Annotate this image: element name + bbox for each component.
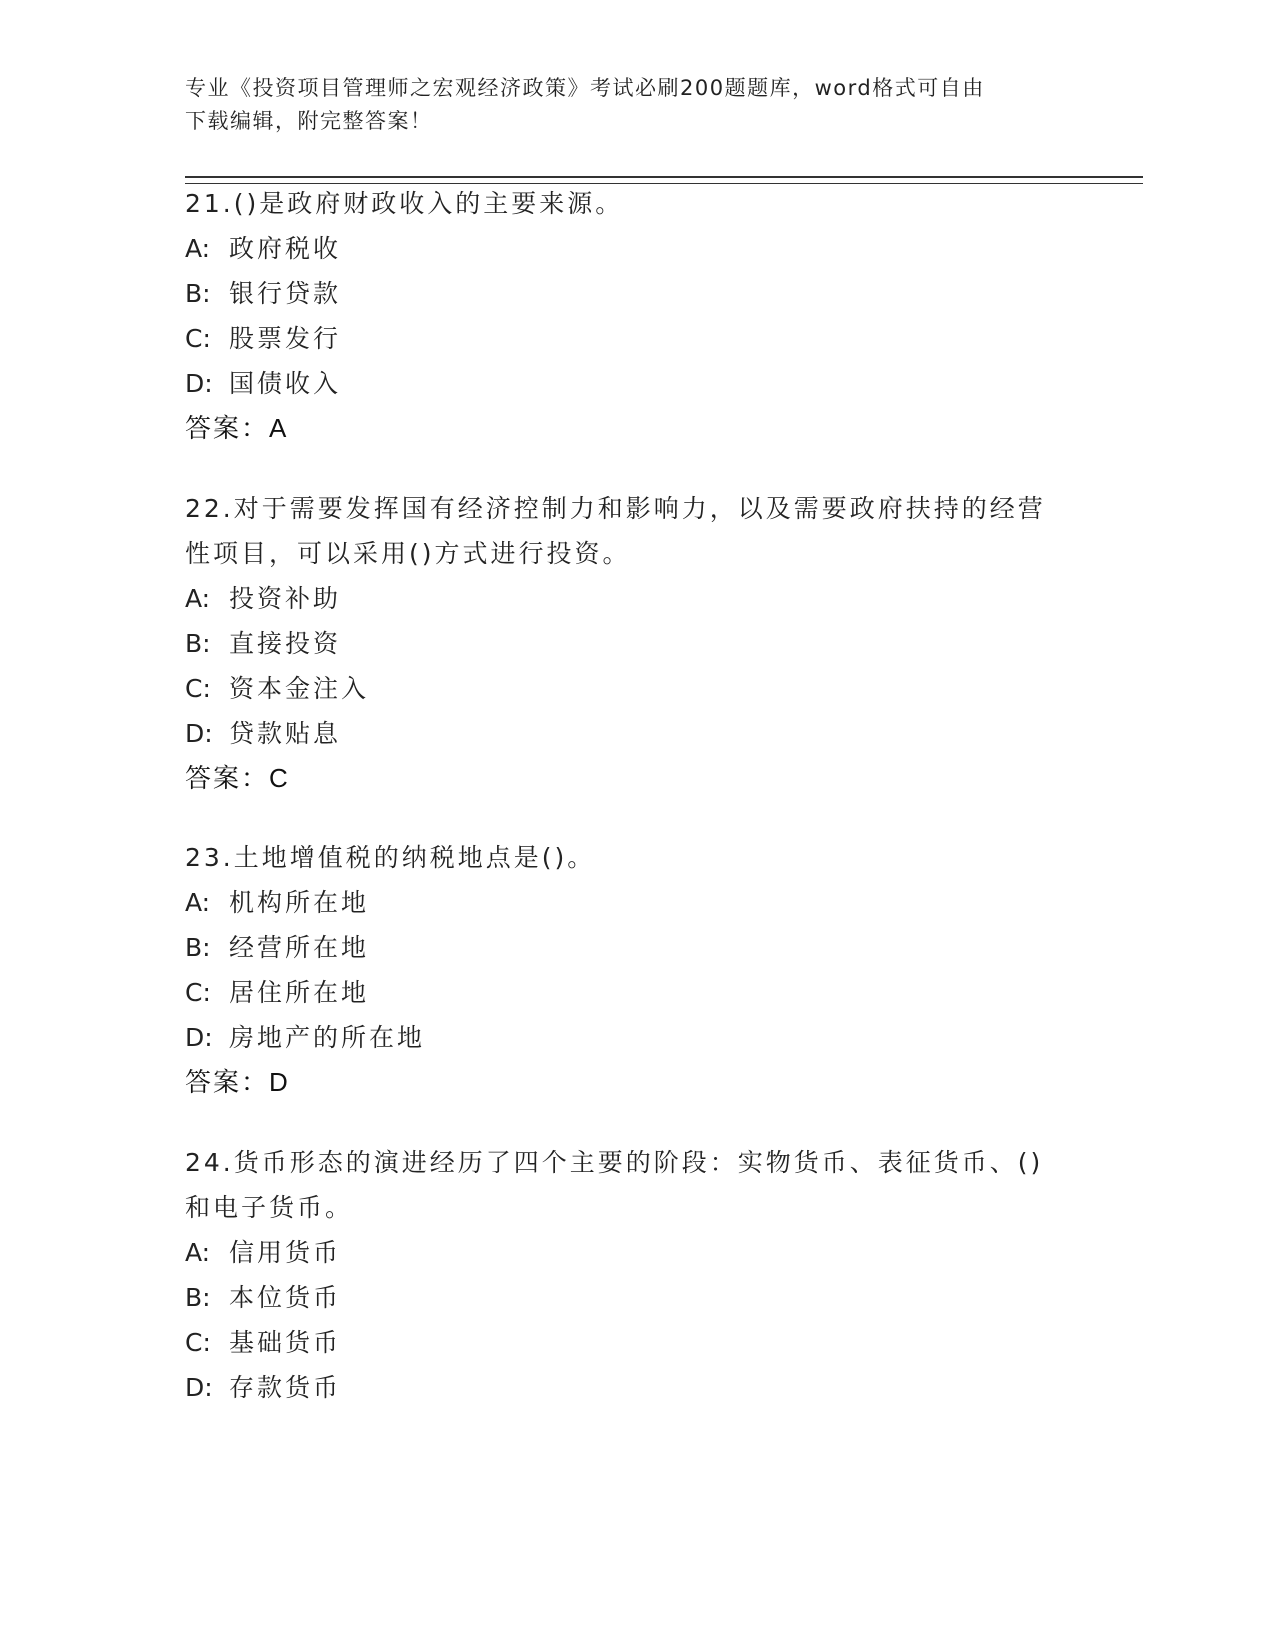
question-21	[185, 181, 1075, 451]
answer-label: 答案：	[185, 1067, 270, 1097]
option-label: B:	[185, 279, 211, 308]
option-label: C:	[185, 1328, 211, 1357]
answer-value: C	[269, 763, 289, 793]
answer-line	[185, 756, 1075, 801]
option-text: 投资补助	[229, 584, 342, 613]
option-d	[185, 1365, 1075, 1410]
option-label: D:	[185, 1373, 213, 1402]
option-label: B:	[185, 629, 211, 658]
option-text: 资本金注入	[229, 674, 370, 703]
answer-value: D	[269, 1067, 289, 1097]
answer-line	[185, 1060, 1075, 1105]
option-b	[185, 925, 1075, 970]
option-label: A:	[185, 234, 211, 263]
answer-value: A	[269, 413, 288, 443]
option-label: B:	[185, 933, 211, 962]
option-d	[185, 711, 1075, 756]
option-b	[185, 621, 1075, 666]
option-text: 银行贷款	[229, 279, 342, 308]
option-label: C:	[185, 324, 211, 353]
option-text: 股票发行	[229, 324, 342, 353]
option-text: 居住所在地	[229, 978, 370, 1007]
option-label: D:	[185, 1023, 213, 1052]
answer-label: 答案：	[185, 413, 270, 443]
option-label: A:	[185, 888, 211, 917]
option-text: 政府税收	[229, 234, 342, 263]
question-stem-line-2: 性项目，可以采用()方式进行投资。	[185, 539, 631, 568]
option-a	[185, 880, 1075, 925]
option-label: A:	[185, 584, 211, 613]
question-stem: 23.土地增值税的纳税地点是()。	[185, 843, 596, 872]
option-c	[185, 316, 1075, 361]
header-line-1: 专业《投资项目管理师之宏观经济政策》考试必刷200题题库，word格式可自由	[185, 76, 985, 100]
question-stem-line-2: 和电子货币。	[185, 1193, 354, 1222]
option-label: D:	[185, 719, 213, 748]
option-text: 机构所在地	[229, 888, 370, 917]
option-text: 信用货币	[229, 1238, 342, 1267]
option-text: 存款货币	[229, 1373, 342, 1402]
question-stem-line-1: 22.对于需要发挥国有经济控制力和影响力，以及需要政府扶持的经营	[185, 494, 1046, 523]
option-c	[185, 1320, 1075, 1365]
option-a	[185, 226, 1075, 271]
option-text: 本位货币	[229, 1283, 342, 1312]
option-text: 经营所在地	[229, 933, 370, 962]
option-label: C:	[185, 674, 211, 703]
document-header	[185, 72, 1075, 138]
header-line-2: 下载编辑，附完整答案！	[185, 109, 433, 133]
option-label: D:	[185, 369, 213, 398]
question-stem-line-1: 24.货币形态的演进经历了四个主要的阶段：实物货币、表征货币、()	[185, 1148, 1044, 1177]
option-text: 直接投资	[229, 629, 342, 658]
option-text: 房地产的所在地	[229, 1023, 426, 1052]
question-23	[185, 835, 1075, 1105]
option-b	[185, 271, 1075, 316]
option-text: 国债收入	[229, 369, 342, 398]
option-a	[185, 1230, 1075, 1275]
answer-label: 答案：	[185, 763, 270, 793]
question-24	[185, 1140, 1075, 1410]
question-stem: 21.()是政府财政收入的主要来源。	[185, 189, 624, 218]
option-label: C:	[185, 978, 211, 1007]
option-a	[185, 576, 1075, 621]
question-22	[185, 486, 1075, 801]
option-d	[185, 361, 1075, 406]
option-b	[185, 1275, 1075, 1320]
answer-line	[185, 406, 1075, 451]
option-text: 基础货币	[229, 1328, 342, 1357]
option-label: A:	[185, 1238, 211, 1267]
option-c	[185, 970, 1075, 1015]
option-text: 贷款贴息	[229, 719, 342, 748]
option-c	[185, 666, 1075, 711]
option-label: B:	[185, 1283, 211, 1312]
option-d	[185, 1015, 1075, 1060]
